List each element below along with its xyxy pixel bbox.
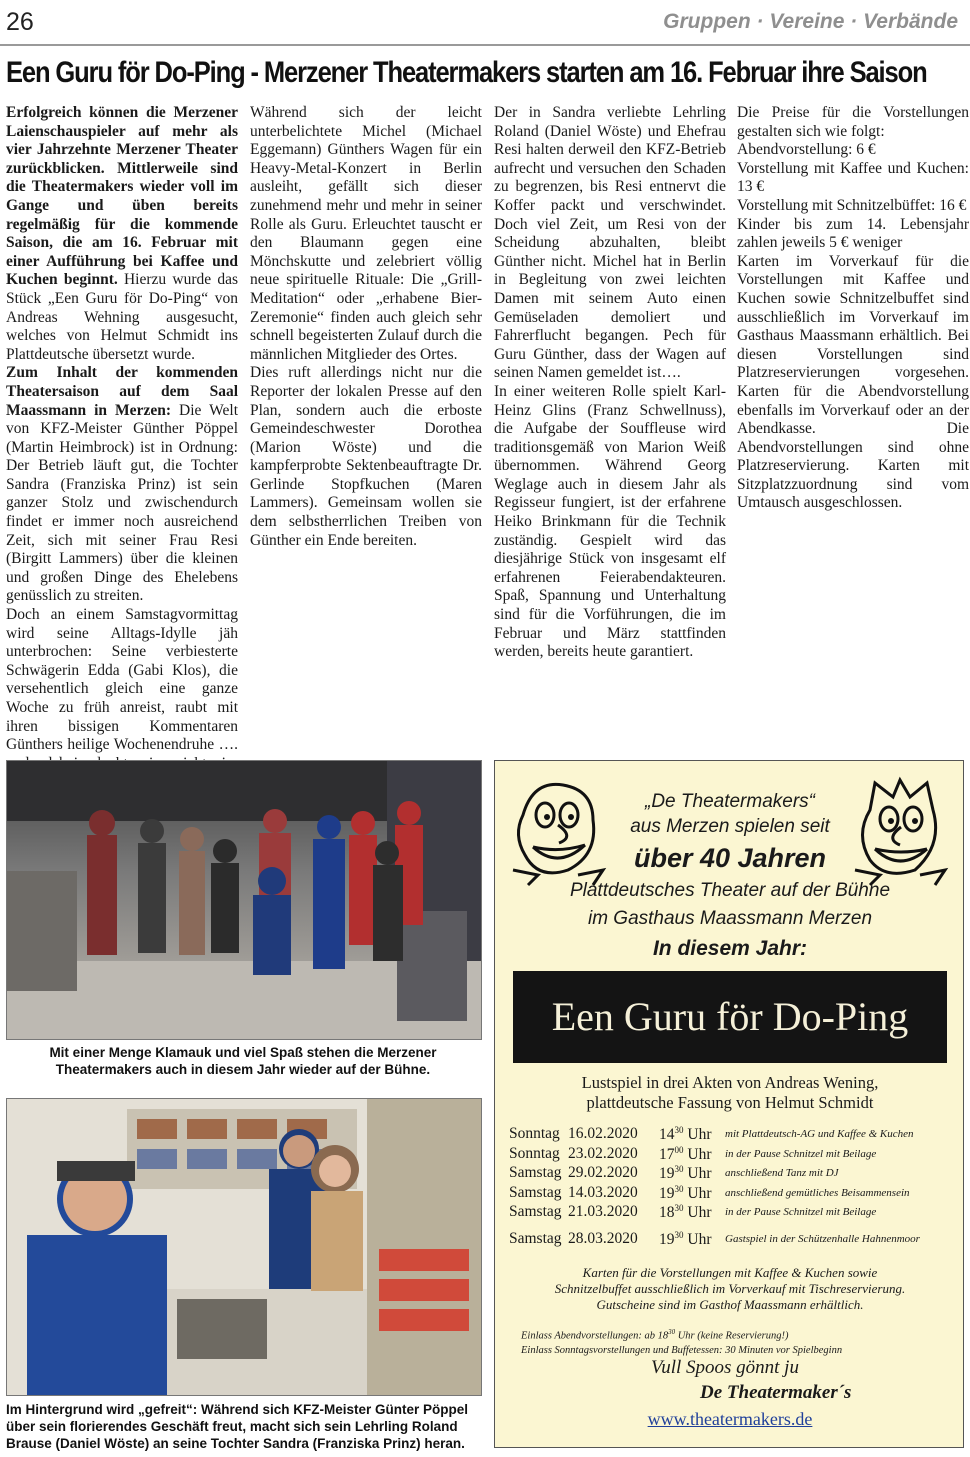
article-paragraph: Während sich der leicht unterbelichtete Michel (Michael Eggemann) Günthers Wagen für ein Heavy-Metal-Konzert in Berlin ausleiht, gefällt sich dieser zunehmend mehr und mehr in seiner Rolle als Guru. Erleuchtet tauscht er den Blaumann gegen eine Mönchskutte und zelebriert völlig neue spirituelle Rituale: Die „Grill-Meditation“ oder „erhabene Bier-Zeremonie“ finden auch gleich sehr schnell begeisterten Zulauf durch die männlichen Mitglieder des Ortes. [250,104,482,363]
article-paragraph: In einer weiteren Rolle spielt Karl-Heinz Glins (Franz Schwellnuss), die Aufgabe der Souffleuse wird traditionsgemäß von Marion Weiß übernommen. Während Georg Weglage auch in diesem Jahr als Regisseur fungiert, ist der erfahrene Heiko Brinkmann für die Technik zuständig. Gespielt wird das diesjährige Stück von insgesamt elf erfahrenen Feierabendakteuren. Spaß, Spannung und Unterhaltung sind für die Vorführungen, die im Februar und März stattfinden werden, bereits heute garantiert. [494,382,726,661]
header-rule [0,44,970,46]
article-paragraph: Dies ruft allerdings nicht nur die Reporter der lokalen Presse auf den Plan, sondern auch die erboste Gemeindeschwester Dorothea (Marion Wöste) und die kampferprobte Sektenbeauftragte Dr. Gerlinde Stopfkuchen (Maren Lammers). Gemeinsam wollen sie dem selbstherrlichen Treiben von Günther ein Ende bereiten. [250,364,482,549]
play-title: Een Guru för Do-Ping [513,971,947,1063]
article-column-1 [6,104,238,754]
performance-row [509,1203,959,1223]
ad-big-line: über 40 Jahren [633,843,827,873]
article-paragraph: Karten im Vorverkauf für die Vorstellungen mit Kaffee und Kuchen sowie Schnitzelbuffet sind ausschließlich im Vorverkauf im Gasthaus Maassmann erhältlich. Bei diesen Vorstellungen sind Platzreservierungen vorgesehen. Karten für die Abendvorstellung ebenfalls im Vorverkauf oder an der Abendkasse. Die Abendvorstellungen sind ohne Platzreservierung. Karten mit Sitzplatzzuordnung sind vom Umtausch ausgeschlossen. [737,252,969,512]
performance-note: anschließend gemütliches Beisammensein [725,1186,910,1199]
ad-closing-line-2: De Theatermaker´s [700,1382,852,1403]
article-text: Hierzu wurde das Stück „Een Guru för Do-Ping“ von Andreas Wehning ausgesucht, welches von Helmut Schmidt ins Plattdeutsche übersetzt wurde. [6,271,238,363]
article-paragraph: Doch an einem Samstagvormittag wird seine Alltags-Idylle jäh unterbrochen: Seine verbiesterte Schwägerin Edda (Gabi Klos), die versehentlich gleich eine ganze Woche zu früh anreist, raubt mit ihren bissigen Kommentaren Günthers heilige Wochenendruhe …. [6,606,238,754]
shop-photo-caption: Im Hintergrund wird „gefreit“: Während sich KFZ-Meister Günter Pöppel über sein florierendes Geschäft freut, macht sich sein Lehrling Roland Brause (Daniel Wöste) an seine Tochter Sandra (Franziska Prinz) heran. [6,1402,469,1451]
article-paragraph: Vorstellung mit Kaffee und Kuchen: 13 € [737,159,969,196]
article-lead: Erfolgreich können die Merzener Laienschauspieler auf mehr als vier Jahrzehnte Merzener Theater zurückblicken. Mittlerweile sind die Theatermakers wieder voll im Gange und üben bereits regelmäßig für die kommende Saison, die am 16. Februar mit einer Aufführung bei Kaffee und Kuchen beginnt. [6,104,238,289]
section-title: Gruppen · Vereine · Verbände [663,10,958,33]
performance-date: 16.02.2020 [568,1125,638,1142]
group-photo-illustration [7,761,481,1039]
theater-advertisement [494,760,964,1448]
performance-date: 28.03.2020 [568,1229,638,1247]
article-body [6,104,969,754]
performance-time: $17^{00}$ Uhr [659,1144,712,1163]
performance-day: Sonntag [509,1125,560,1142]
ticket-info-line-2: Schnitzelbuffet ausschließlich im Vorverkauf mit Tischreservierung. [554,1281,906,1296]
ticket-info-line-1: Karten für die Vorstellungen mit Kaffee & Kuchen sowie [582,1265,878,1280]
website-link[interactable]: www.theatermakers.de [647,1409,813,1429]
performance-note: in der Pause Schnitzel mit Beilage [725,1206,877,1218]
shop-photo [6,1098,482,1396]
ticket-info-line-3: Gutscheine sind im Gasthof Maassmann erhältlich. [596,1297,864,1312]
performance-row [509,1230,959,1250]
performance-day: Samstag [509,1229,562,1247]
performance-time: $18^{30}$ Uhr [659,1203,712,1222]
play-subtitle-line-2: plattdeutsche Fassung von Helmut Schmidt [586,1093,874,1112]
performance-date: 14.03.2020 [568,1183,638,1201]
play-subtitle-line-1: Lustspiel in drei Akten von Andreas Wening, [581,1073,879,1092]
article-paragraph [6,364,238,606]
article-paragraph: Der in Sandra verliebte Lehrling Roland (Daniel Wöste) und Ehefrau Resi halten derweil den KFZ-Betrieb aufrecht und versuchen den Schaden zu begrenzen, bis Resi entnervt die Koffer packt und verschwindet. Doch viel Zeit, um Resi von der Scheidung abzuhalten, bleibt Günther nicht. Michel hat in Berlin in Begleitung von zwei leichten Damen mit seinem Auto einen Gemüseladen demoliert und Fahrerflucht begangen. Pech für Guru Günther, dass der Wagen auf seinen Namen gemeldet ist…. [494,104,726,382]
admission-sunday: Einlass Sonntagsvorstellungen und Buffetessen: 30 Minuten vor Spielbeginn [521,1344,843,1356]
group-photo [6,760,482,1040]
article-paragraph: Kinder bis zum 14. Lebensjahr zahlen jeweils 5 € weniger [737,215,969,252]
performance-day: Samstag [509,1183,562,1201]
performance-time: $19^{30}$ Uhr [659,1183,712,1202]
article-column-2 [250,104,482,744]
performance-time: $14^{30}$ Uhr [659,1125,712,1144]
article-column-3 [494,104,726,744]
page-number: 26 [6,8,34,36]
performance-time: $19^{30}$ Uhr [659,1229,712,1248]
performance-note: in der Pause Schnitzel mit Beilage [725,1147,877,1160]
ad-closing-line-1: Vull Spoos gönnt ju [651,1357,799,1378]
performance-time: $19^{30}$ Uhr [659,1164,712,1183]
ad-line-1: „De Theatermakers“ [645,791,815,812]
page-header [0,0,970,46]
performance-day: Sonntag [509,1144,560,1162]
article-column-4 [737,104,969,744]
group-photo-caption: Mit einer Menge Klamauk und viel Spaß stehen die Merzener Theatermakers auch in diesem Jahr wieder auf der Bühne. [49,1045,437,1077]
performance-row [509,1145,959,1165]
article-paragraph [6,104,238,364]
performance-day: Samstag [509,1203,562,1220]
performance-row [509,1164,959,1184]
ad-line-5: In diesem Jahr: [652,937,808,960]
performance-row [509,1125,959,1145]
admission-evening: Einlass Abendvorstellungen: ab $18^{30}$ Uhr (keine Reservierung!) [521,1328,789,1342]
article-headline: Een Guru för Do-Ping - Merzener Theatermakers starten am 16. Februar ihre Saison [6,56,927,89]
performance-dates [509,1125,959,1249]
performance-note: mit Plattdeutsch-AG und Kaffee & Kuchen [725,1128,914,1140]
ad-line-4: im Gasthaus Maassmann Merzen [587,908,873,929]
article-subhead: Zum Inhalt der kommenden Theatersaison auf dem Saal Maassmann in Merzen: [6,364,238,419]
ad-intro [495,789,965,965]
ad-line-3: Plattdeutsches Theater auf der Bühne [569,880,891,901]
admission-info [521,1325,951,1358]
article-paragraph: Die Preise für die Vorstellungen gestalten sich wie folgt: [737,104,969,140]
performance-date: 29.02.2020 [568,1164,638,1181]
ad-line-2: aus Merzen spielen seit [630,816,830,837]
performance-row [509,1184,959,1204]
performance-day: Samstag [509,1164,562,1181]
performance-date: 23.02.2020 [568,1144,638,1162]
article-paragraph: Abendvorstellung: 6 € [737,141,876,159]
play-subtitle [495,1073,965,1113]
ticket-info [495,1265,965,1313]
performance-note: Gastspiel in der Schützenhalle Hahnenmoor [725,1232,920,1245]
performance-note: anschließend Tanz mit DJ [725,1167,839,1179]
shop-photo-illustration [7,1099,481,1395]
article-paragraph: Vorstellung mit Schnitzelbüffet: 16 € [737,196,967,214]
article-text: Die Welt von KFZ-Meister Günther Pöppel (Martin Heimbrock) ist in Ordnung: Der Betrieb läuft gut, die Tochter Sandra (Franziska Prinz) ist sein ganzer Stolz und zwischendurch findet er immer noch ausreichend Zeit, sich mit seiner Frau Resi (Birgitt Lammers) über die kleinen und großen Dinge des Ehelebens genüsslich zu streiten. [6,401,238,605]
performance-date: 21.03.2020 [568,1203,638,1220]
